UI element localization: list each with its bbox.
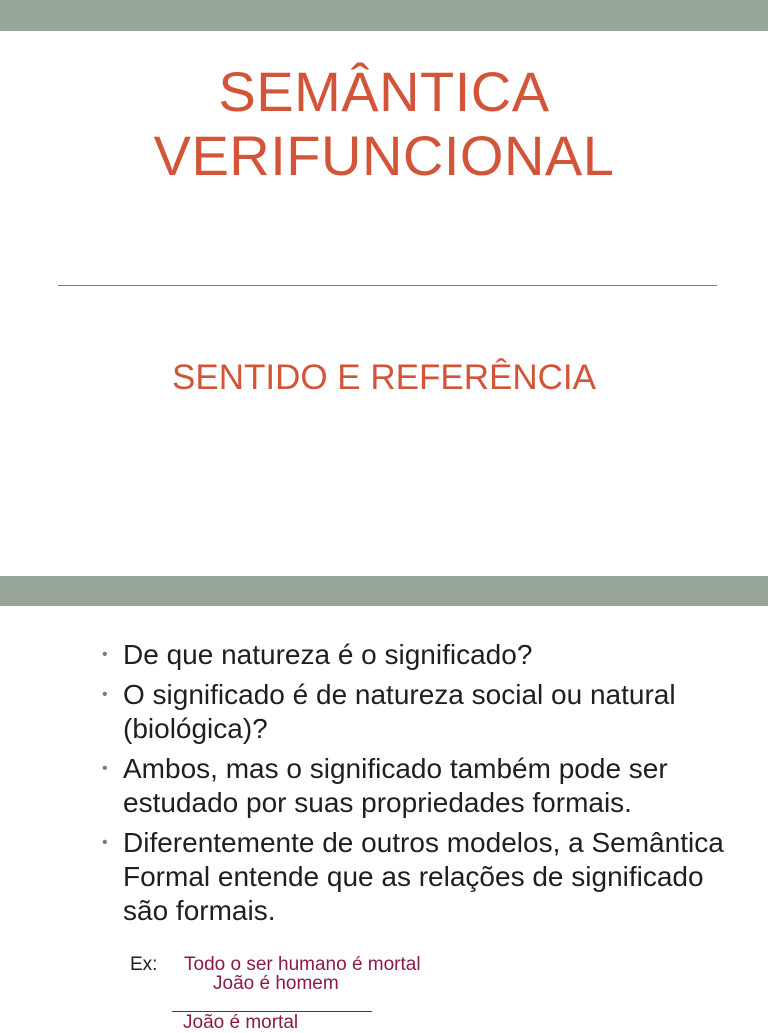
bullet-text: O significado é de natureza social ou natural (biológica)? bbox=[123, 679, 676, 744]
bullet-text: Diferentemente de outros modelos, a Semântica Formal entende que as relações de significado são formais. bbox=[123, 827, 724, 926]
bullet-item bbox=[100, 752, 740, 820]
bullet-list bbox=[100, 638, 740, 934]
slide-separator-band bbox=[0, 576, 768, 606]
bullet-item bbox=[100, 678, 740, 746]
title-line-2: VERIFUNCIONAL bbox=[153, 124, 615, 187]
bullet-dot-icon: • bbox=[102, 686, 108, 703]
bullet-text: De que natureza é o significado? bbox=[123, 639, 533, 670]
title-divider bbox=[58, 285, 717, 286]
example-label: Ex: bbox=[130, 954, 158, 975]
example-premise-1: Todo o ser humano é mortal bbox=[184, 954, 421, 975]
example-premise-2: João é homem bbox=[213, 973, 339, 994]
example-conclusion: João é mortal bbox=[183, 1012, 299, 1033]
bullet-dot-icon: • bbox=[102, 760, 108, 777]
top-band bbox=[0, 0, 768, 31]
bullet-dot-icon: • bbox=[102, 834, 108, 851]
title-line-1: SEMÂNTICA bbox=[218, 60, 550, 123]
syllogism-example bbox=[0, 952, 768, 1033]
bullet-item bbox=[100, 638, 740, 672]
bullet-dot-icon: • bbox=[102, 646, 108, 663]
slide-subtitle: SENTIDO E REFERÊNCIA bbox=[172, 358, 596, 397]
bullet-item bbox=[100, 826, 740, 928]
bullet-text: Ambos, mas o significado também pode ser estudado por suas propriedades formais. bbox=[123, 753, 668, 818]
slide-title bbox=[0, 60, 768, 188]
